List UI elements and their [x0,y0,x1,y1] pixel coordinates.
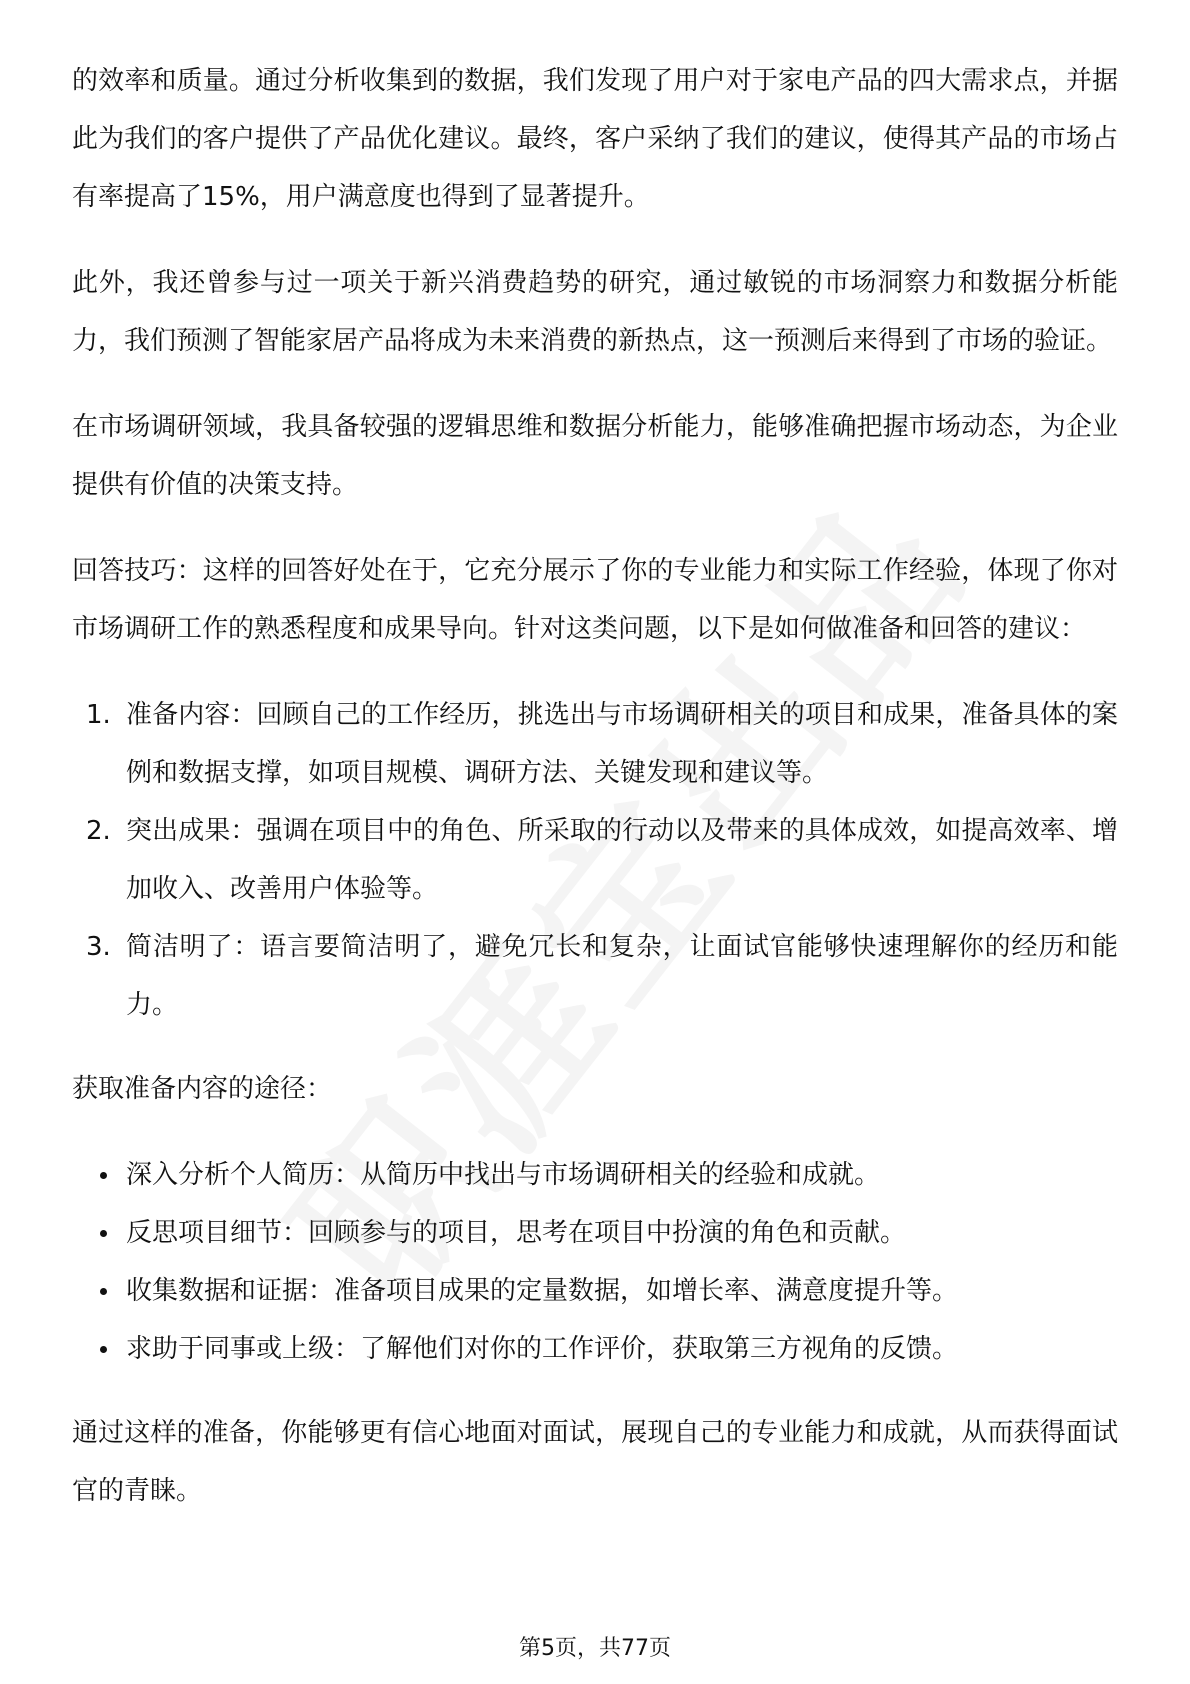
list-item [72,1204,1118,1262]
list-item-text: 深入分析个人简历：从简历中找出与市场调研相关的经验和成就。 [126,1160,881,1190]
paragraph-sources-heading: 获取准备内容的途径： [72,1074,333,1104]
list-item-text: 反思项目细节：回顾参与的项目，思考在项目中扮演的角色和贡献。 [126,1218,907,1248]
list-item-text: 简洁明了：语言要简洁明了，避免冗长和复杂，让面试官能够快速理解你的经历和能力。 [126,932,1118,1020]
list-item [72,1262,1118,1320]
list-item [72,1320,1118,1378]
list-item [72,686,1118,802]
paragraph-ability-summary: 在市场调研领域，我具备较强的逻辑思维和数据分析能力，能够准确把握市场动态，为企业提供有价值的决策支持。 [72,412,1118,500]
paragraph-results: 的效率和质量。通过分析收集到的数据，我们发现了用户对于家电产品的四大需求点，并据此为我们的客户提供了产品优化建议。最终，客户采纳了我们的建议，使得其产品的市场占有率提高了15%，用户满意度也得到了显著提升。 [72,66,1118,212]
page-number-footer: 第5页，共77页 [519,1636,671,1661]
list-item [72,918,1118,1034]
list-number: 1. [86,700,111,730]
sources-bullet-list [72,1146,1118,1378]
document-body [72,52,1118,1548]
list-item-text: 准备内容：回顾自己的工作经历，挑选出与市场调研相关的项目和成果，准备具体的案例和数据支撑，如项目规模、调研方法、关键发现和建议等。 [126,700,1118,788]
preparation-steps-list [72,686,1118,1034]
bullet-icon [100,1172,107,1179]
list-number: 3. [86,932,111,962]
list-item-text: 收集数据和证据：准备项目成果的定量数据，如增长率、满意度提升等。 [126,1276,959,1306]
list-item-text: 突出成果：强调在项目中的角色、所采取的行动以及带来的具体成效，如提高效率、增加收入、改善用户体验等。 [126,816,1118,904]
bullet-icon [100,1288,107,1295]
list-item [72,802,1118,918]
list-item [72,1146,1118,1204]
bullet-icon [100,1346,107,1353]
paragraph-trend-research: 此外，我还曾参与过一项关于新兴消费趋势的研究，通过敏锐的市场洞察力和数据分析能力，我们预测了智能家居产品将成为未来消费的新热点，这一预测后来得到了市场的验证。 [72,268,1118,356]
paragraph-answer-tips: 回答技巧：这样的回答好处在于，它充分展示了你的专业能力和实际工作经验，体现了你对市场调研工作的熟悉程度和成果导向。针对这类问题，以下是如何做准备和回答的建议： [72,556,1118,644]
list-item-text: 求助于同事或上级：了解他们对你的工作评价，获取第三方视角的反馈。 [126,1334,959,1364]
bullet-icon [100,1230,107,1237]
list-number: 2. [86,816,111,846]
paragraph-conclusion: 通过这样的准备，你能够更有信心地面对面试，展现自己的专业能力和成就，从而获得面试官的青睐。 [72,1418,1118,1506]
